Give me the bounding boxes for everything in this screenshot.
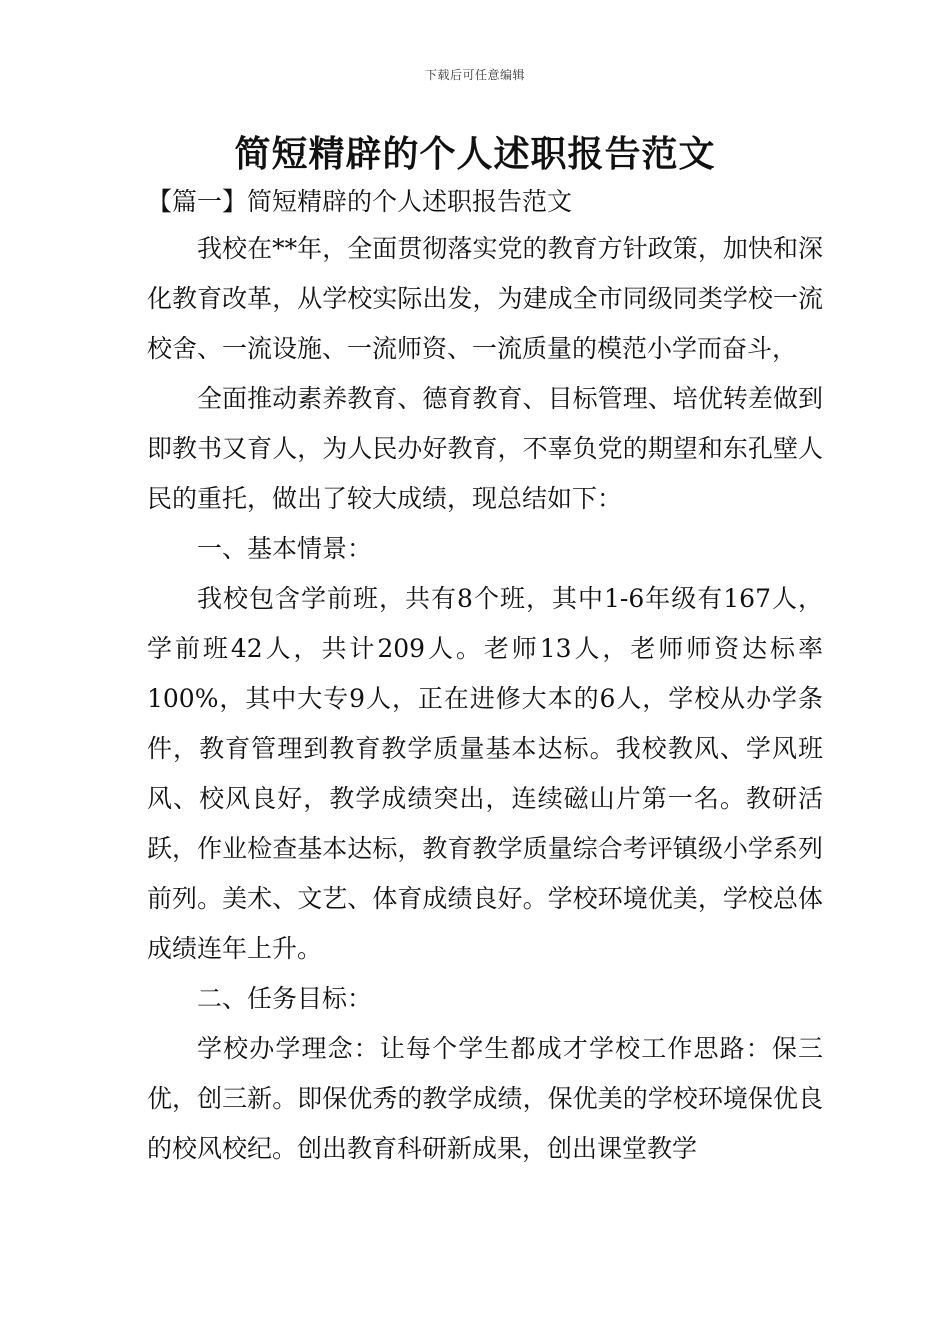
document-body <box>147 224 823 1174</box>
heading-task-goals: 二、任务目标： <box>197 984 373 1013</box>
section-subtitle: 【篇一】简短精辟的个人述职报告范文 <box>147 187 573 216</box>
document-title: 简短精辟的个人述职报告范文 <box>234 133 716 175</box>
paragraph-intro: 我校在**年，全面贯彻落实党的教育方针政策，加快和深化教育改革，从学校实际出发，为建成全市同级同类学校一流校舍、一流设施、一流师资、一流质量的模范小学而奋斗， <box>147 234 823 363</box>
paragraph-task-goals: 学校办学理念：让每个学生都成才学校工作思路：保三优，创三新。即保优秀的教学成绩，保优美的学校环境保优良的校风校纪。创出教育科研新成果，创出课堂教学 <box>147 1034 823 1163</box>
paragraph-basic-situation: 我校包含学前班，共有8个班，其中1-6年级有167人，学前班42人，共计209人。老师13人，老师师资达标率100%，其中大专9人，正在进修大本的6人，学校从办学条件，教育管理到教育教学质量基本达标。我校教风、学风班风、校风良好，教学成绩突出，连续磁山片第一名。教研活跃，作业检查基本达标，教育教学质量综合考评镇级小学系列前列。美术、文艺、体育成绩良好。学校环境优美，学校总体成绩连年上升。 <box>147 584 823 963</box>
paragraph-summary: 全面推动素养教育、德育教育、目标管理、培优转差做到即教书又育人，为人民办好教育，不辜负党的期望和东孔壁人民的重托，做出了较大成绩，现总结如下： <box>147 384 823 513</box>
heading-basic-situation: 一、基本情景： <box>197 534 373 563</box>
header-note: 下载后可任意编辑 <box>424 68 525 82</box>
